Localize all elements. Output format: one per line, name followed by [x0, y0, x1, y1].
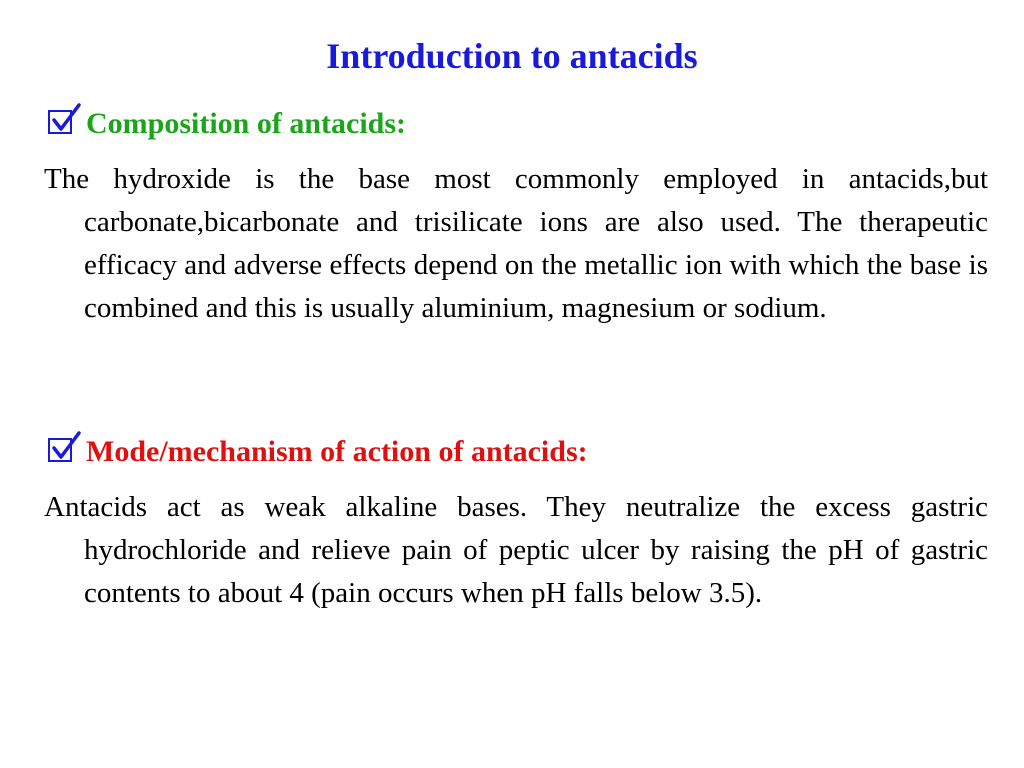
- section-heading-label: Mode/mechanism of action of antacids:: [86, 435, 588, 468]
- checked-box-icon: [48, 438, 72, 462]
- section-body-composition: The hydroxide is the base most commonly employed in antacids,but carbonate,bicarbonate and trisilicate ions are also used. The therapeutic efficacy and adverse effects depend on the metallic ion with which the base is combined and this is usually aluminium, magnesium or sodium.: [44, 163, 988, 324]
- section-body-mechanism: Antacids act as weak alkaline bases. They neutralize the excess gastric hydrochloride and relieve pain of peptic ulcer by raising the pH of gastric contents to about 4 (pain occurs when pH falls below 3.5).: [44, 491, 988, 609]
- slide-title: Introduction to antacids: [326, 36, 698, 76]
- section-heading-label: Composition of antacids:: [86, 107, 407, 140]
- section-heading-mechanism: [48, 432, 588, 472]
- section-heading-composition: [48, 104, 406, 144]
- checked-box-icon: [48, 110, 72, 134]
